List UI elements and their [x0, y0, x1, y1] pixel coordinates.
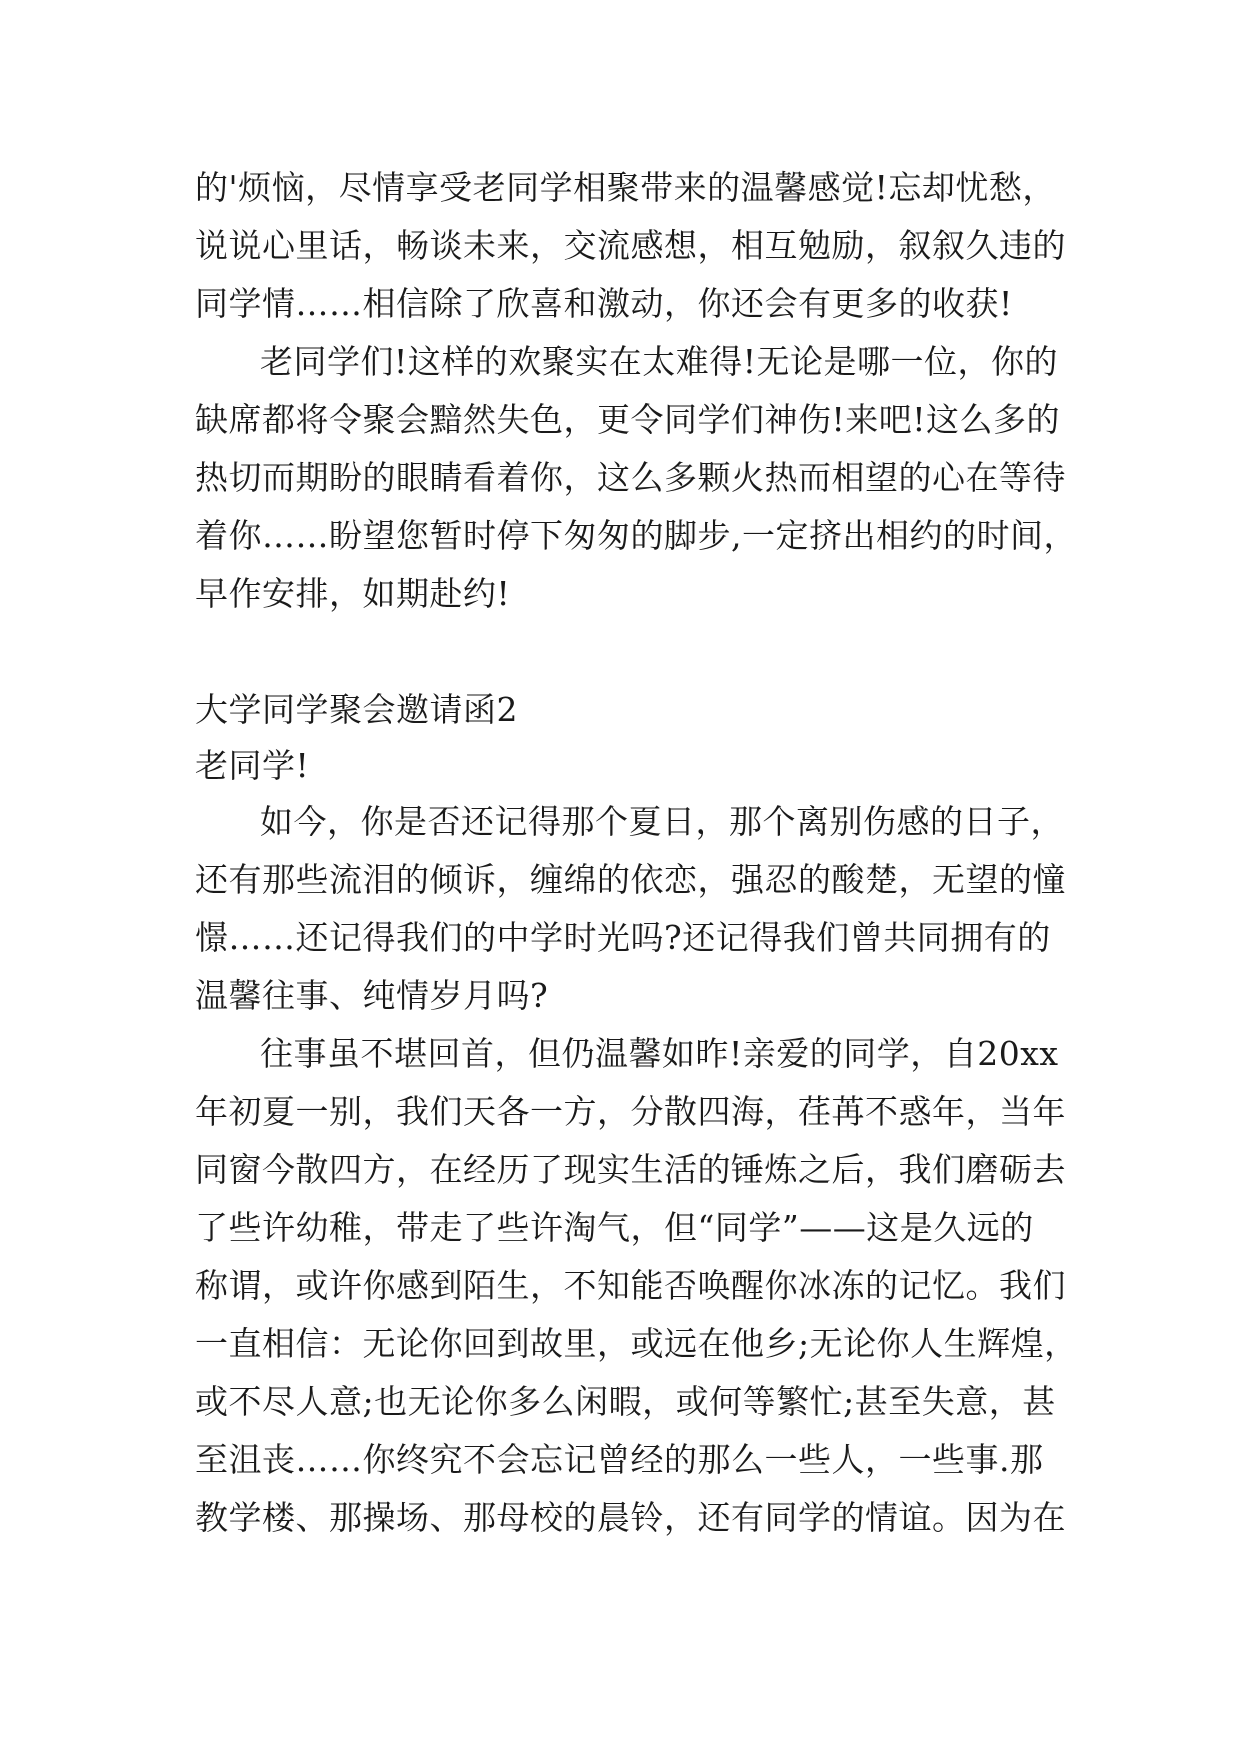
- text-line: 称谓，或许你感到陌生，不知能否唤醒你冰冻的记忆。我们: [195, 1266, 1066, 1305]
- text-line: 早作安排，如期赴约!: [195, 574, 511, 613]
- text-line: 温馨往事、纯情岁月吗?: [195, 976, 549, 1015]
- text-line: 着你……盼望您暂时停下匆匆的脚步,一定挤出相约的时间，: [195, 516, 1077, 555]
- section-title: 大学同学聚会邀请函2: [195, 690, 518, 729]
- text-line: 了些许幼稚，带走了些许淘气，但“同学”——这是久远的: [195, 1208, 1034, 1247]
- salutation: 老同学!: [195, 746, 310, 785]
- text-line: 同学情……相信除了欣喜和激动，你还会有更多的收获!: [195, 284, 1013, 323]
- paragraph-start: 老同学们!这样的欢聚实在太难得!无论是哪一位，你的: [260, 342, 1059, 381]
- text-line: 同窗今散四方，在经历了现实生活的锤炼之后，我们磨砺去: [195, 1150, 1066, 1189]
- text-line: 的'烦恼，尽情享受老同学相聚带来的温馨感觉!忘却忧愁，: [195, 168, 1056, 207]
- text-line: 教学楼、那操场、那母校的晨铃，还有同学的情谊。因为在: [195, 1498, 1066, 1537]
- text-line: 或不尽人意;也无论你多么闲暇，或何等繁忙;甚至失意，甚: [195, 1382, 1056, 1421]
- text-line: 热切而期盼的眼睛看着你，这么多颗火热而相望的心在等待: [195, 458, 1066, 497]
- text-line: 缺席都将令聚会黯然失色，更令同学们神伤!来吧!这么多的: [195, 400, 1061, 439]
- text-line: 说说心里话，畅谈未来，交流感想，相互勉励，叙叙久违的: [195, 226, 1066, 265]
- text-line: 憬……还记得我们的中学时光吗?还记得我们曾共同拥有的: [195, 918, 1051, 957]
- paragraph-start: 如今，你是否还记得那个夏日，那个离别伤感的日子，: [260, 802, 1064, 841]
- paragraph-start: 往事虽不堪回首，但仍温馨如昨!亲爱的同学，自20xx: [260, 1034, 1059, 1073]
- text-line: 一直相信：无论你回到故里，或远在他乡;无论你人生辉煌，: [195, 1324, 1078, 1363]
- text-line: 至沮丧……你终究不会忘记曾经的那么一些人，一些事.那: [195, 1440, 1044, 1479]
- text-line: 还有那些流泪的倾诉，缠绵的依恋，强忍的酸楚，无望的憧: [195, 860, 1066, 899]
- text-line: 年初夏一别，我们天各一方，分散四海，荏苒不惑年，当年: [195, 1092, 1066, 1131]
